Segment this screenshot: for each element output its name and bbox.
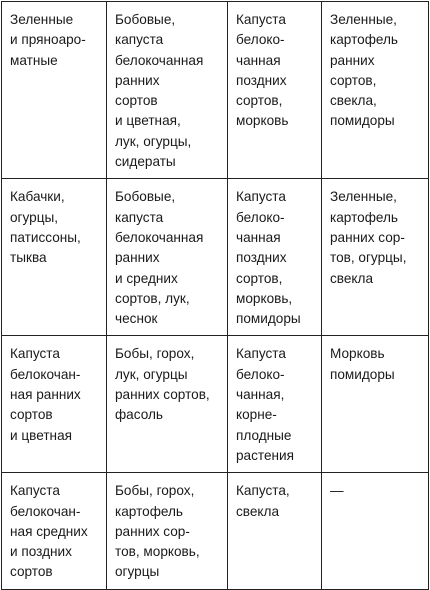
table-row	[2, 179, 429, 336]
table-cell	[322, 473, 429, 589]
table-cell	[107, 2, 228, 179]
crop-rotation-table	[1, 1, 429, 590]
cell-text: Капуста белокочан- ная ранних сортов и цветная	[10, 346, 81, 443]
table-cell	[107, 179, 228, 336]
cell-text: Морковь помидоры	[330, 346, 395, 382]
cell-text: Капуста белокочан- ная средних и поздних сортов	[10, 483, 88, 580]
table-cell	[322, 2, 429, 179]
cell-text: Бобовые, капуста белокочанная ранних и средних сортов, лук, чеснок	[115, 189, 204, 327]
table-cell	[2, 336, 107, 473]
cell-text: Капуста белоко- чанная, корне- плодные растения	[236, 346, 295, 463]
table-cell	[228, 179, 322, 336]
cell-text: Бобовые, капуста белокочанная ранних сортов и цветная, лук, огурцы, сидераты	[115, 12, 204, 170]
cell-text: Капуста, свекла	[236, 483, 290, 519]
table-cell	[2, 473, 107, 589]
cell-text: Капуста белоко- чанная поздних сортов, морковь	[236, 12, 289, 129]
table-cell	[107, 473, 228, 589]
table-cell	[2, 2, 107, 179]
table-cell	[228, 473, 322, 589]
table-cell	[107, 336, 228, 473]
cell-text: Бобы, горох, лук, огурцы ранних сортов, фасоль	[115, 346, 210, 423]
table-cell	[228, 2, 322, 179]
cell-text: Бобы, горох, картофель ранних сор- тов, морковь, огурцы	[115, 483, 200, 580]
table-cell	[228, 336, 322, 473]
table-cell	[2, 179, 107, 336]
table-cell	[322, 179, 429, 336]
cell-text: Зеленные, картофель ранних сортов, свекла, помидоры	[330, 12, 399, 129]
table-cell	[322, 336, 429, 473]
cell-text: Зеленные, картофель ранних сор- тов, огурцы, свекла	[330, 189, 407, 286]
cell-text: Кабачки, огурцы, патиссоны, тыква	[10, 189, 81, 266]
table-row	[2, 336, 429, 473]
table-row	[2, 2, 429, 179]
cell-text: Зеленные и пряноаро- матные	[10, 12, 86, 68]
cell-text: —	[330, 483, 344, 499]
table-row	[2, 473, 429, 589]
cell-text: Капуста белоко- чанная поздних сортов, морковь, помидоры	[236, 189, 301, 327]
